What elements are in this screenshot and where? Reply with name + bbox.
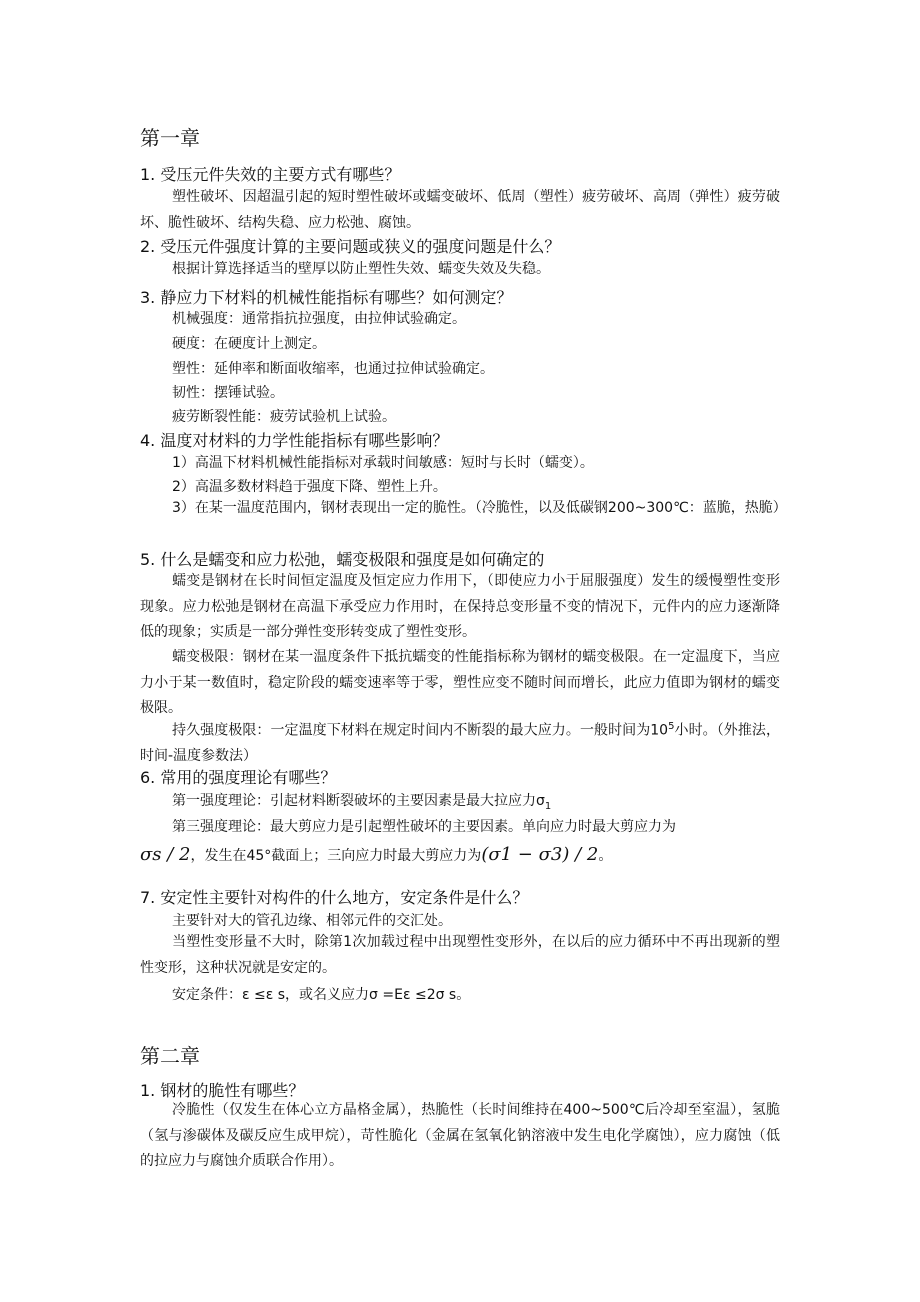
chapter-2-title: 第二章	[140, 1044, 200, 1068]
question-1-4: 4. 温度对材料的力学性能指标有哪些影响？	[140, 431, 449, 450]
answer-1-7-condition: 安定条件：ε ≤ε s，或名义应力σ =Eε ≤2σ s。	[172, 987, 471, 1003]
answer-1-3-fatigue: 疲劳断裂性能：疲劳试验机上试验。	[172, 409, 396, 425]
question-1-7: 7. 安定性主要针对构件的什么地方，安定条件是什么？	[140, 888, 529, 907]
formula-sigma-s-half: σs / 2	[140, 844, 191, 865]
answer-1-5-creep: 蠕变是钢材在长时间恒定温度及恒定应力作用下，（即使应力小于屈服强度）发生的缓慢塑性变形现象。应力松弛是钢材在高温下承受应力作用时，在保持总变形量不变的情况下，元件内的应力逐渐降低的现象；实质是一部分弹性变形转变成了塑性变形。	[140, 573, 780, 640]
answer-1-1: 塑性破坏、因超温引起的短时塑性破坏或蠕变破坏、低周（塑性）疲劳破坏、高周（弹性）疲劳破坏、脆性破坏、结构失稳、应力松弛、腐蚀。	[140, 189, 780, 231]
question-1-2: 2. 受压元件强度计算的主要问题或狭义的强度问题是什么？	[140, 237, 561, 256]
answer-1-5-rupture-strength: 持久强度极限：一定温度下材料在规定时间内不断裂的最大应力。一般时间为$10^5$小时。（外推法，时间-温度参数法）	[140, 721, 781, 765]
answer-1-7-shakedown: 当塑性变形量不大时，除第1次加载过程中出现塑性变形外，在以后的应力循环中不再出现新的塑性变形，这种状况就是安定的。	[140, 934, 780, 976]
formula-max-shear: (σ1 − σ3) / 2	[481, 844, 599, 865]
answer-1-3-plasticity: 塑性：延伸率和断面收缩率，也通过拉伸试验确定。	[172, 361, 494, 377]
answer-2-1: 冷脆性（仅发生在体心立方晶格金属），热脆性（长时间维持在400~500℃后冷却至室温），氢脆（氢与渗碳体及碳反应生成甲烷），苛性脆化（金属在氢氧化钠溶液中发生电化学腐蚀），应力腐蚀（低的拉应力与腐蚀介质联合作用）。	[140, 1102, 780, 1169]
chapter-1-title: 第一章	[140, 126, 200, 150]
question-1-6: 6. 常用的强度理论有哪些？	[140, 768, 337, 787]
answer-1-4-1: 1）高温下材料机械性能指标对承载时间敏感：短时与长时（蠕变）。	[172, 455, 594, 471]
question-1-3: 3. 静应力下材料的机械性能指标有哪些？如何测定？	[140, 288, 513, 307]
answer-1-6-third-theory: 第三强度理论：最大剪应力是引起塑性破坏的主要因素。单向应力时最大剪应力为	[172, 819, 676, 835]
answer-1-4-3: 3）在某一温度范围内，钢材表现出一定的脆性。（冷脆性，以及低碳钢200~300℃：蓝脆，热脆）	[172, 500, 787, 516]
question-1-5: 5. 什么是蠕变和应力松弛，蠕变极限和强度是如何确定的	[140, 550, 545, 569]
answer-1-6-first-theory: 第一强度理论：引起材料断裂破坏的主要因素是最大拉应力$\sigma_1$	[172, 793, 552, 812]
answer-1-4-2: 2）高温多数材料趋于强度下降、塑性上升。	[172, 479, 447, 495]
answer-1-3-toughness: 韧性：摆锤试验。	[172, 385, 284, 401]
answer-1-6-formula: σs / 2，发生在45°截面上；三向应力时最大剪应力为(σ1 − σ3) / 2。	[140, 844, 613, 865]
answer-1-5-creep-limit: 蠕变极限：钢材在某一温度条件下抵抗蠕变的性能指标称为钢材的蠕变极限。在一定温度下，当应力小于某一数值时，稳定阶段的蠕变速率等于零，塑性应变不随时间而增长，此应力值即为钢材的蠕变极限。	[140, 649, 780, 716]
answer-1-3-hardness: 硬度：在硬度计上测定。	[172, 336, 326, 352]
answer-1-2: 根据计算选择适当的壁厚以防止塑性失效、蠕变失效及失稳。	[172, 261, 550, 277]
answer-1-3-strength: 机械强度：通常指抗拉强度，由拉伸试验确定。	[172, 311, 466, 327]
question-1-1: 1. 受压元件失效的主要方式有哪些？	[140, 165, 401, 184]
question-2-1: 1. 钢材的脆性有哪些？	[140, 1081, 305, 1100]
answer-1-7-location: 主要针对大的管孔边缘、相邻元件的交汇处。	[172, 913, 452, 929]
